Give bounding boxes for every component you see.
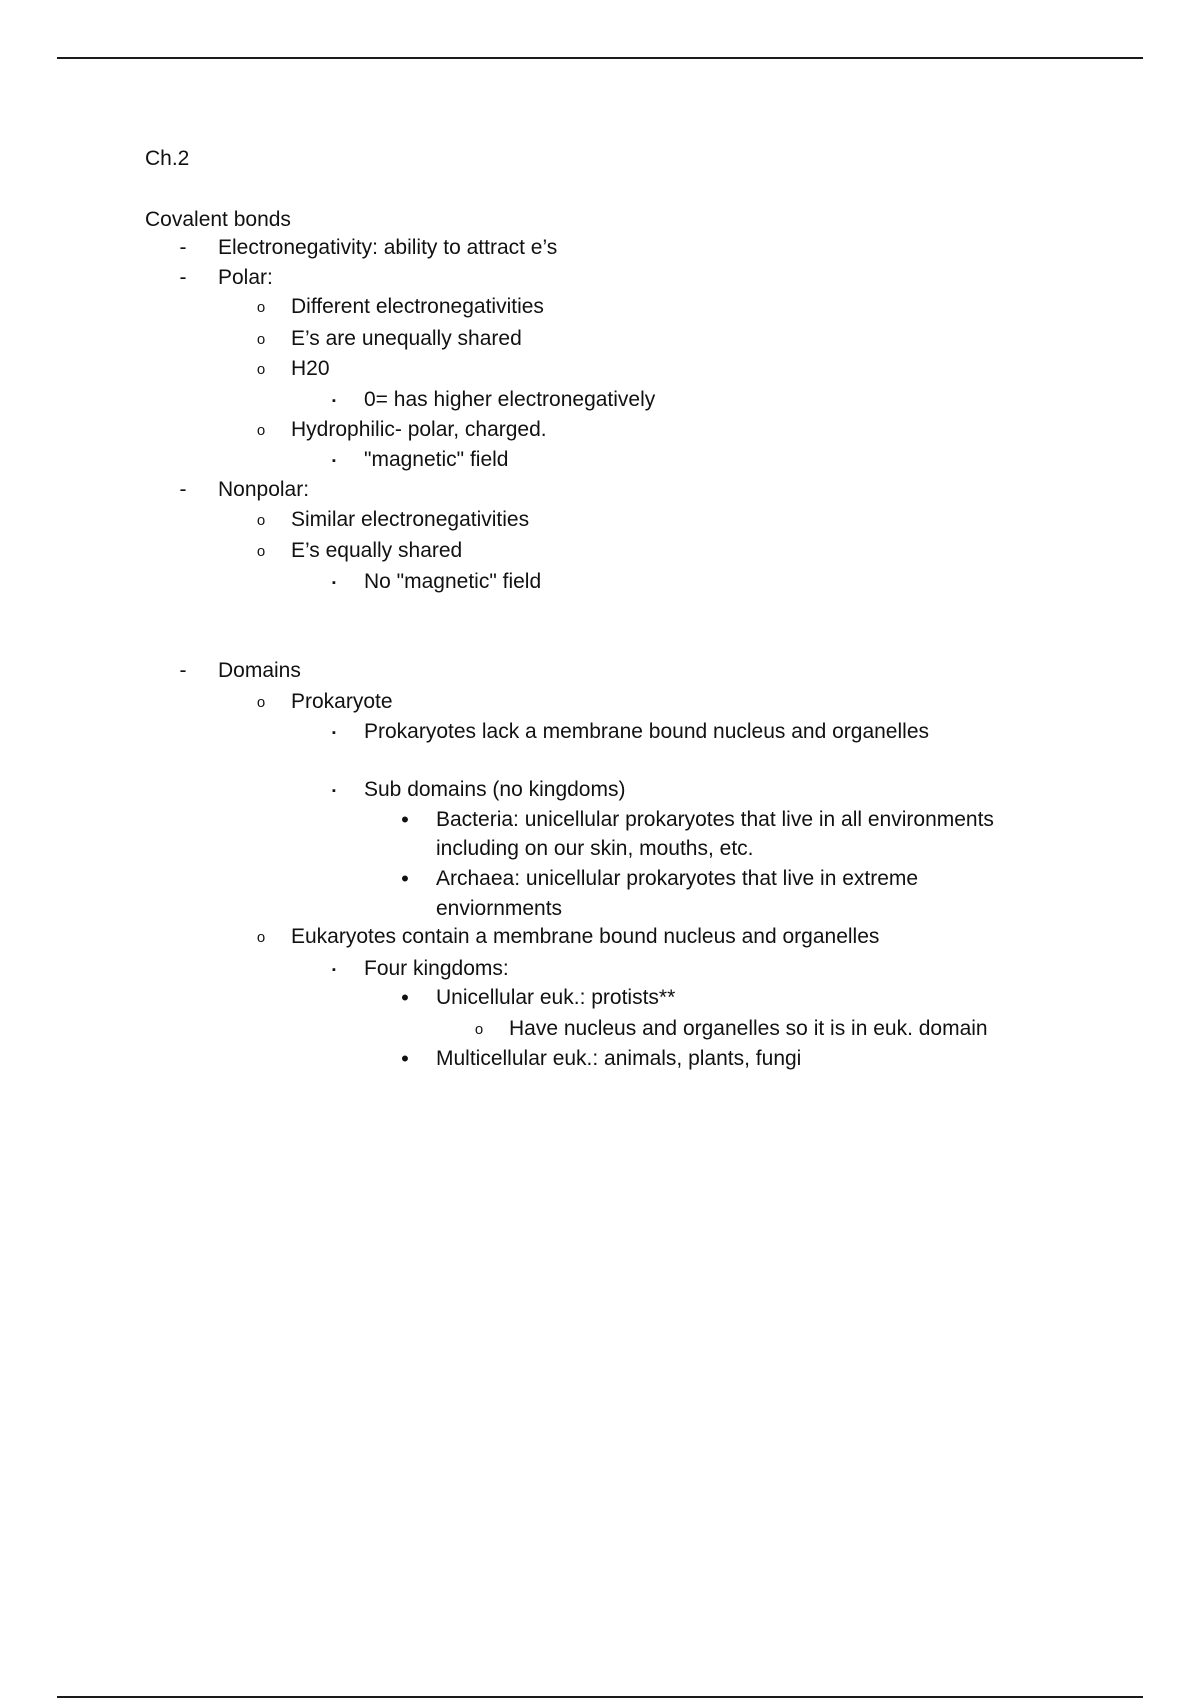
dot-bullet: • [401,1046,409,1071]
circle-bullet: o [256,361,266,378]
dash-bullet: - [179,236,187,259]
circle-bullet: o [256,299,266,316]
square-bullet: ▪ [332,785,336,797]
dot-bullet: • [401,985,409,1010]
header-rule [57,57,1143,59]
dash-bullet: - [179,659,187,682]
circle-bullet: o [256,929,266,946]
circle-bullet: o [256,331,266,348]
square-bullet: ▪ [332,395,336,407]
square-bullet: ▪ [332,455,336,467]
square-bullet: ▪ [332,964,336,976]
circle-bullet: o [256,512,266,529]
footer-rule [57,1696,1143,1698]
dash-bullet: - [179,266,187,289]
dot-bullet: • [401,807,409,832]
square-bullet: ▪ [332,577,336,589]
dot-bullet: • [401,866,409,891]
circle-bullet: o [474,1021,484,1038]
circle-bullet: o [256,422,266,439]
dash-bullet: - [179,478,187,501]
circle-bullet: o [256,543,266,560]
square-bullet: ▪ [332,727,336,739]
circle-bullet: o [256,694,266,711]
